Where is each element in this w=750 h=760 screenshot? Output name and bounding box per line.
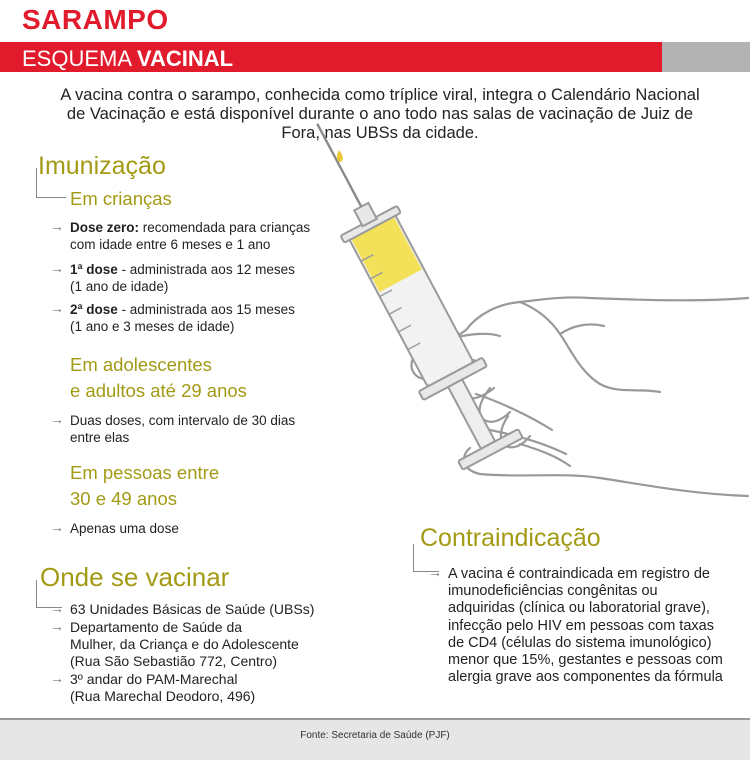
list-item-dose-2 xyxy=(70,301,295,335)
adolescentes-heading-line2: e adultos até 29 anos xyxy=(70,380,247,401)
item-text-2: (1 ano e 3 meses de idade) xyxy=(70,319,235,334)
arrow-icon: → xyxy=(50,618,64,634)
list-item-pam xyxy=(70,671,255,705)
subtitle-regular: ESQUEMA xyxy=(22,46,137,71)
adolescentes-heading-line1: Em adolescentes xyxy=(70,354,212,375)
intro-paragraph: A vacina contra o sarampo, conhecida como tríplice viral, integra o Calendário Nacional de Vacinação e está disponível durante o ano todo nas salas de vacinação de Juiz de Fora, nas UBSs da cidade. xyxy=(60,86,700,142)
subtitle-bold: VACINAL xyxy=(136,46,234,71)
item-text-2: Mulher, da Criança e do Adolescente xyxy=(70,636,299,652)
arrow-icon: → xyxy=(50,411,64,427)
page-title: SARAMPO xyxy=(22,4,169,35)
footer-source: Fonte: Secretaria de Saúde (PJF) xyxy=(300,730,450,741)
arrow-icon: → xyxy=(50,600,64,616)
item-text: Departamento de Saúde da xyxy=(70,619,243,635)
item-bold: 2ª dose xyxy=(70,302,118,317)
item-text-2: com idade entre 6 meses e 1 ano xyxy=(70,237,271,252)
item-text: - administrada aos 12 meses xyxy=(117,262,295,277)
item-text-2: (1 ano de idade) xyxy=(70,279,169,294)
item-text-3: (Rua São Sebastião 772, Centro) xyxy=(70,653,278,669)
item-text: recomendada para crianças xyxy=(139,220,311,235)
item-text: Duas doses, com intervalo de 30 dias xyxy=(70,413,296,428)
arrow-icon: → xyxy=(428,564,442,580)
item-text: 3º andar do PAM-Marechal xyxy=(70,671,238,687)
pessoas-heading-line1: Em pessoas entre xyxy=(70,462,220,483)
contra-heading: Contraindicação xyxy=(420,524,601,552)
pessoas-heading-line2: 30 e 49 anos xyxy=(70,488,177,509)
arrow-icon: → xyxy=(50,519,64,535)
criancas-heading: Em crianças xyxy=(70,188,172,209)
list-item-departamento xyxy=(70,619,299,670)
list-item-ubs: 63 Unidades Básicas de Saúde (UBSs) xyxy=(70,601,315,617)
list-item-pessoas: Apenas uma dose xyxy=(70,521,179,536)
arrow-icon: → xyxy=(50,260,64,276)
adolescentes-heading xyxy=(70,352,247,404)
imunizacao-heading: Imunização xyxy=(38,152,166,180)
imunizacao-bracket xyxy=(36,168,66,198)
item-bold: Dose zero: xyxy=(70,220,140,235)
list-item-dose-zero xyxy=(70,219,310,253)
onde-heading: Onde se vacinar xyxy=(40,562,230,592)
arrow-icon: → xyxy=(50,300,64,316)
arrow-icon: → xyxy=(50,670,64,686)
pessoas-heading xyxy=(70,460,219,512)
list-item-adolescentes xyxy=(70,412,295,446)
item-text-2: entre elas xyxy=(70,430,130,445)
contra-text: A vacina é contraindicada em registro de imunodeficiências congênitas ou adquiridas (clínica ou laboratorial grave), infecção pelo HIV em pessoas com taxas de CD4 (células do sistema imunológico) menor que 15%, gestantes e pessoas com alergia grave aos componentes da fórmula xyxy=(448,566,723,686)
arrow-icon: → xyxy=(50,218,64,234)
item-text-2: (Rua Marechal Deodoro, 496) xyxy=(70,688,256,704)
item-bold: 1ª dose xyxy=(70,262,118,277)
list-item-dose-1 xyxy=(70,261,295,295)
item-text: - administrada aos 15 meses xyxy=(117,302,295,317)
